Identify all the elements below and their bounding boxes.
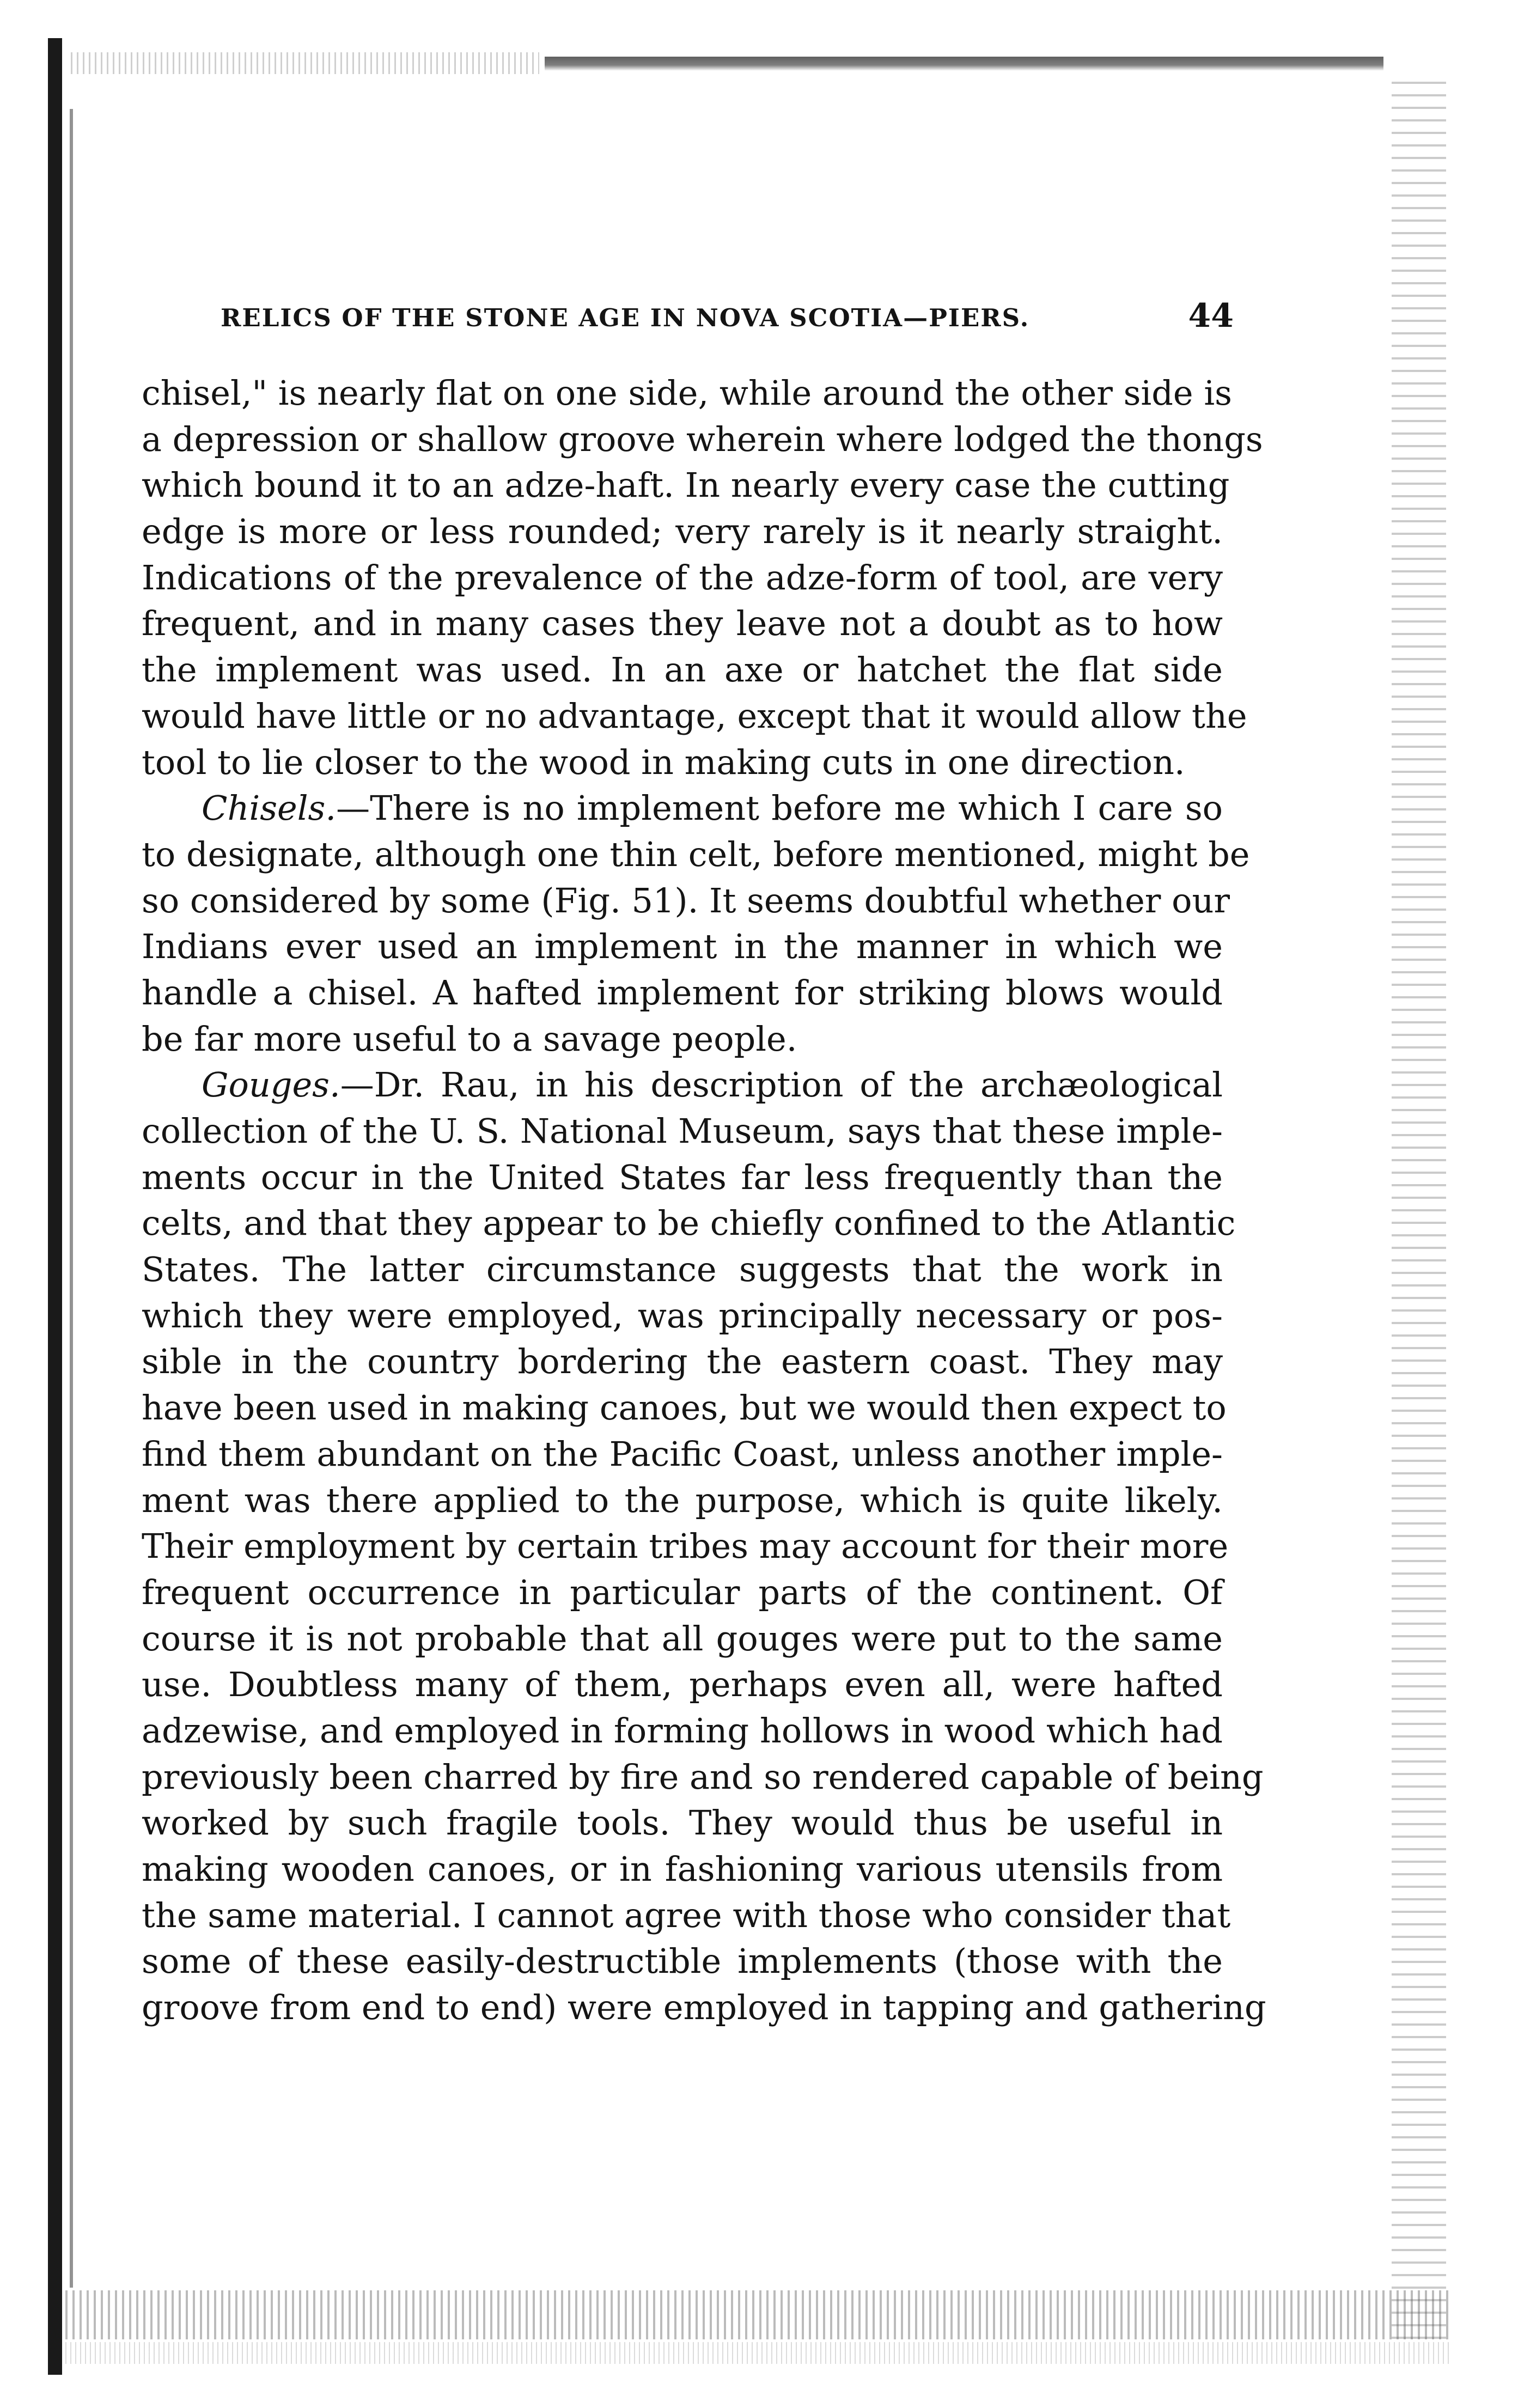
- scan-bottom-edge-noise: [65, 2290, 1449, 2339]
- text-line: worked by such fragile tools. They would thus be useful in: [142, 1803, 1223, 1843]
- text-line: which they were employed, was principally necessary or pos-: [142, 1295, 1223, 1336]
- text-line: use. Doubtless many of them, perhaps even all, were hafted: [142, 1665, 1223, 1705]
- text-line: celts, and that they appear to be chiefly confined to the Atlantic: [142, 1203, 1236, 1243]
- text-line: sible in the country bordering the eastern coast. They may: [142, 1342, 1223, 1382]
- text-line: previously been charred by fire and so rendered capable of being: [142, 1757, 1264, 1797]
- text-line: chisel," is nearly flat on one side, while around the other side is: [142, 373, 1232, 413]
- scan-right-edge-noise: [1392, 82, 1446, 2342]
- page-binding-shadow: [70, 109, 73, 2288]
- text-line: so considered by some (Fig. 51). It seems doubtful whether our: [142, 880, 1230, 920]
- text-line: ment was there applied to the purpose, which is quite likely.: [142, 1480, 1223, 1520]
- page-binding-edge: [48, 38, 62, 2375]
- scan-top-edge: [545, 57, 1383, 71]
- paragraph-gouges: [142, 1062, 1266, 2031]
- text-line: frequent occurrence in particular parts of the continent. Of: [142, 1572, 1223, 1612]
- text-line: [142, 785, 1223, 832]
- text-line: frequent, and in many cases they leave not a doubt as to how: [142, 603, 1223, 644]
- text-line: to designate, although one thin celt, before mentioned, might be: [142, 834, 1250, 874]
- text-line: the implement was used. In an axe or hatchet the flat side: [142, 650, 1223, 690]
- text-line: a depression or shallow groove wherein where lodged the thongs: [142, 419, 1263, 459]
- text-line-content: —There is no implement before me which I care so: [336, 788, 1223, 828]
- text-line: making wooden canoes, or in fashioning various utensils from: [142, 1849, 1223, 1889]
- page-number: 44: [1188, 297, 1234, 335]
- section-lead-gouges: Gouges.: [202, 1065, 340, 1105]
- text-line-content: —Dr. Rau, in his description of the archæological: [340, 1065, 1223, 1105]
- scan-bottom-edge-noise-2: [65, 2342, 1449, 2364]
- text-line: [142, 1062, 1223, 1108]
- running-head: [210, 297, 1234, 335]
- text-line: handle a chisel. A hafted implement for striking blows would: [142, 972, 1223, 1013]
- paragraph-chisels: [142, 785, 1250, 1062]
- text-line: Indians ever used an implement in the manner in which we: [142, 926, 1223, 967]
- body-text: [142, 370, 1266, 2031]
- text-line: ments occur in the United States far less frequently than the: [142, 1157, 1223, 1197]
- text-line: have been used in making canoes, but we would then expect to: [142, 1388, 1227, 1428]
- text-line: be far more useful to a savage people.: [142, 1019, 797, 1059]
- text-line: tool to lie closer to the wood in making cuts in one direction.: [142, 742, 1185, 782]
- text-line: which bound it to an adze-haft. In nearly every case the cutting: [142, 465, 1230, 505]
- section-lead-chisels: Chisels.: [202, 788, 337, 828]
- paragraph-1: [142, 370, 1263, 785]
- text-line: States. The latter circumstance suggests that the work in: [142, 1249, 1223, 1290]
- scan-top-noise: [71, 52, 539, 74]
- running-title: RELICS OF THE STONE AGE IN NOVA SCOTIA—PIERS.: [221, 303, 1030, 332]
- text-line: Indications of the prevalence of the adze-form of tool, are very: [142, 557, 1223, 598]
- text-line: Their employment by certain tribes may account for their more: [142, 1526, 1229, 1566]
- text-line: find them abundant on the Pacific Coast, unless another imple-: [142, 1434, 1223, 1474]
- text-line: some of these easily-destructible implements (those with the: [142, 1941, 1223, 1982]
- text-line: edge is more or less rounded; very rarely is it nearly straight.: [142, 511, 1223, 552]
- text-line: the same material. I cannot agree with those who consider that: [142, 1895, 1231, 1935]
- text-line: groove from end to end) were employed in tapping and gathering: [142, 1988, 1266, 2028]
- text-line: adzewise, and employed in forming hollows in wood which had: [142, 1710, 1223, 1751]
- text-line: would have little or no advantage, except that it would allow the: [142, 696, 1247, 736]
- text-line: collection of the U. S. National Museum, says that these imple-: [142, 1111, 1223, 1151]
- text-line: course it is not probable that all gouges were put to the same: [142, 1618, 1223, 1659]
